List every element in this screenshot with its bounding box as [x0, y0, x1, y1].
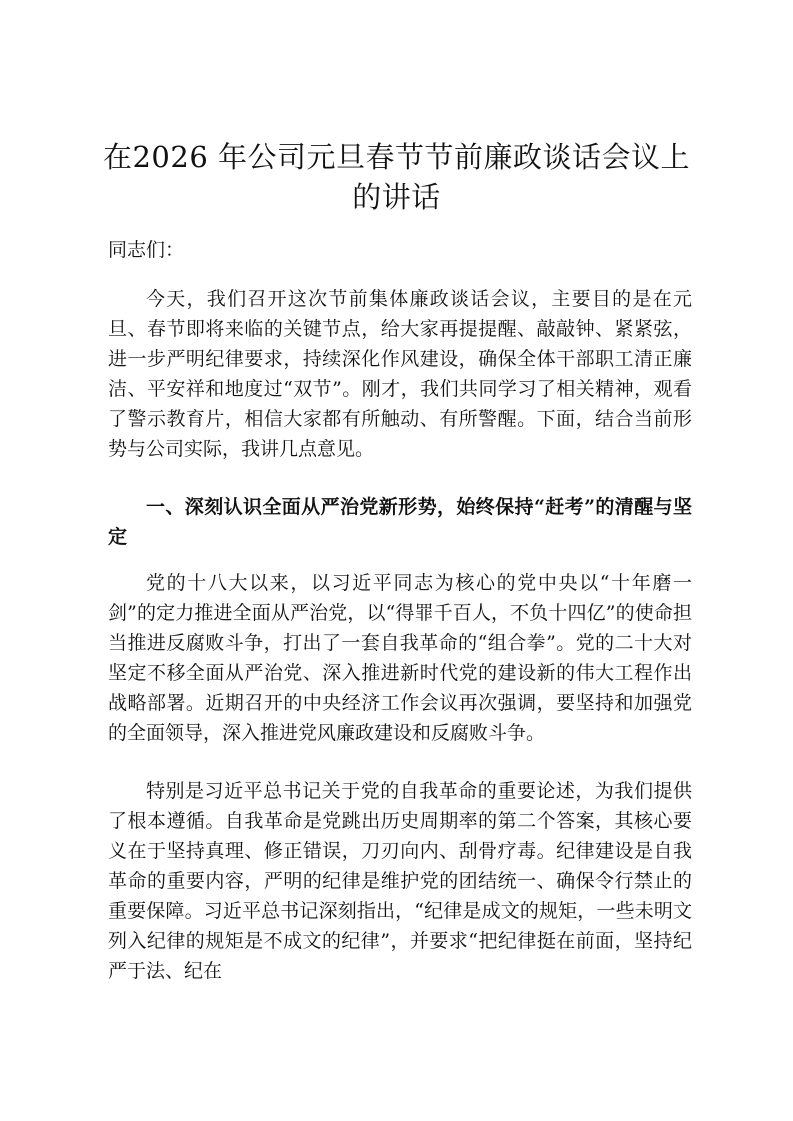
paragraph-intro: 今天，我们召开这次节前集体廉政谈话会议，主要目的是在元旦、春节即将来临的关键节点，给大家再提提醒、敲敲钟、紧紧弦，进一步严明纪律要求，持续深化作风建设，确保全体干部职工清正廉洁、平安祥和地度过“双节”。刚才，我们共同学习了相关精神，观看了警示教育片，相信大家都有所触动、有所警醒。下面，结合当前形势与公司实际，我讲几点意见。 — [108, 288, 692, 460]
title-line-2: 的讲话 — [352, 180, 441, 214]
salutation: 同志们： — [108, 239, 185, 261]
document-title — [100, 137, 693, 217]
section-heading-1: 一、深刻认识全面从严治党新形势，始终保持“赶考”的清醒与坚定 — [108, 496, 692, 548]
title-line-1: 在2026 年公司元旦春节节前廉政谈话会议上 — [102, 140, 691, 174]
paragraph-section1-b: 特别是习近平总书记关于党的自我革命的重要论述，为我们提供了根本遵循。自我革命是党跳出历史周期率的第二个答案，其核心要义在于坚持真理、修正错误，刀刃向内、刮骨疗毒。纪律建设是自我革命的重要内容，严明的纪律是维护党的团结统一、确保令行禁止的重要保障。习近平总书记深刻指出，“纪律是成文的规矩，一些未明文列入纪律的规矩是不成文的纪律”，并要求“把纪律挺在前面，坚持纪严于法、纪在 — [108, 780, 692, 982]
paragraph-section1-a: 党的十八大以来，以习近平同志为核心的党中央以“十年磨一剑”的定力推进全面从严治党，以“得罪千百人，不负十四亿”的使命担当推进反腐败斗争，打出了一套自我革命的“组合拳”。党的二十大对坚定不移全面从严治党、深入推进新时代党的建设新的伟大工程作出战略部署。近期召开的中央经济工作会议再次强调，要坚持和加强党的全面领导，深入推进党风廉政建设和反腐败斗争。 — [108, 572, 692, 744]
